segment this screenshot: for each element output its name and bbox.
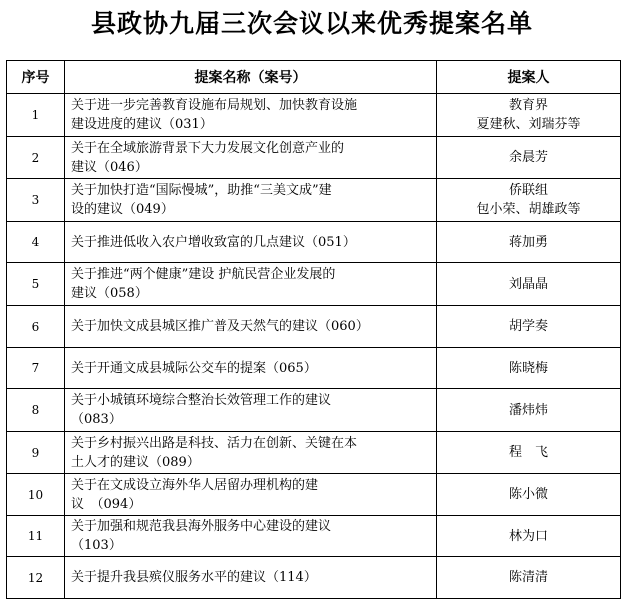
proposal-name-line: 关于在文成设立海外华人居留办理机构的建 [71,477,319,493]
proposal-name-cell [65,557,437,599]
header-index: 序号 [7,61,65,94]
proposer-cell [437,179,621,222]
proposer-line: 陈小微 [508,487,548,502]
proposer-line: 教育界 [508,98,548,113]
proposer-line: 侨联组 [508,183,548,198]
proposal-name-line: 关于提升我县殡仪服务水平的建议（114） [71,570,317,585]
proposer-cell [437,474,621,516]
proposal-name-line: 建议（046） [71,159,148,175]
proposal-name-cell [65,263,437,306]
table-header-row [7,61,621,94]
row-index: 2 [7,137,65,179]
table-row [7,263,621,306]
proposal-name-cell [65,516,437,557]
table-row [7,179,621,222]
proposer-cell [437,94,621,137]
proposal-name-cell [65,179,437,222]
proposal-name-line: 关于进一步完善教育设施布局规划、加快教育设施 [71,98,358,113]
row-index: 4 [7,222,65,263]
proposal-name-line: 关于在全域旅游背景下大力发展文化创意产业的 [71,140,345,156]
table-row [7,557,621,599]
table-row [7,94,621,137]
proposal-name-line: 关于乡村振兴出路是科技、活力在创新、关键在本 [71,435,358,451]
table-row [7,306,621,348]
proposal-name-cell [65,474,437,516]
proposer-line: 包小荣、胡雄政等 [476,202,581,217]
proposal-name-cell [65,389,437,432]
proposer-cell [437,137,621,179]
proposal-name-cell [65,94,437,137]
proposal-name-line: 土人才的建议（089） [71,454,200,470]
row-index: 3 [7,179,65,222]
proposal-name-line: （083） [71,412,122,427]
proposal-name-cell [65,432,437,474]
proposer-cell [437,222,621,263]
proposer-line: 胡学奏 [508,319,548,334]
table-row [7,348,621,389]
proposer-line: 潘炜炜 [508,402,548,418]
proposer-cell [437,389,621,432]
table-row [7,137,621,179]
table-row [7,222,621,263]
proposer-line: 余晨芳 [508,150,548,165]
proposal-name-cell [65,348,437,389]
table-row [7,389,621,432]
proposer-cell [437,557,621,599]
table-row [7,474,621,516]
header-proposer: 提案人 [437,61,621,94]
proposer-line: 夏建秋、刘瑞芬等 [476,117,581,132]
proposal-name-line: 建议（058） [71,286,148,301]
row-index: 5 [7,263,65,306]
proposal-name-cell [65,222,437,263]
row-index: 8 [7,389,65,432]
proposal-name-line: 关于推进“两个健康”建设 护航民营企业发展的 [71,267,336,282]
row-index: 7 [7,348,65,389]
proposal-table [6,60,621,599]
proposal-name-line: 建设进度的建议（031） [71,117,213,132]
proposer-cell [437,263,621,306]
proposal-name-line: 关于开通文成县城际公交车的提案（065） [71,360,317,376]
proposer-cell [437,306,621,348]
header-proposal-name: 提案名称（案号） [65,61,437,94]
proposer-line: 刘晶晶 [508,276,548,292]
proposal-name-line: （103） [71,538,122,553]
row-index: 6 [7,306,65,348]
proposal-name-cell [65,137,437,179]
row-index: 11 [7,516,65,557]
proposal-name-line: 关于加强和规范我县海外服务中心建设的建议 [71,519,332,534]
proposal-name-line: 设的建议（049） [71,202,174,217]
proposal-name-line: 关于加快打造“国际慢城”，助推“三美文成”建 [71,183,332,198]
page-title: 县政协九届三次会议以来优秀提案名单 [90,9,533,38]
proposer-cell [437,348,621,389]
table-row [7,516,621,557]
row-index: 12 [7,557,65,599]
proposal-name-cell [65,306,437,348]
proposal-name-line: 关于加快文成县城区推广普及天然气的建议（060） [71,319,369,334]
row-index: 9 [7,432,65,474]
proposer-line: 程 飞 [508,445,548,460]
row-index: 10 [7,474,65,516]
proposer-cell [437,432,621,474]
proposal-name-line: 关于小城镇环境综合整治长效管理工作的建议 [71,393,332,408]
proposer-line: 蒋加勇 [508,234,548,250]
proposer-line: 陈晓梅 [508,360,548,376]
proposal-name-line: 关于推进低收入农户增收致富的几点建议（051） [71,234,356,250]
proposer-line: 林为口 [508,528,548,544]
proposer-cell [437,516,621,557]
proposal-name-line: 议 （094） [71,496,142,512]
proposer-line: 陈清清 [508,570,548,585]
table-row [7,432,621,474]
row-index: 1 [7,94,65,137]
